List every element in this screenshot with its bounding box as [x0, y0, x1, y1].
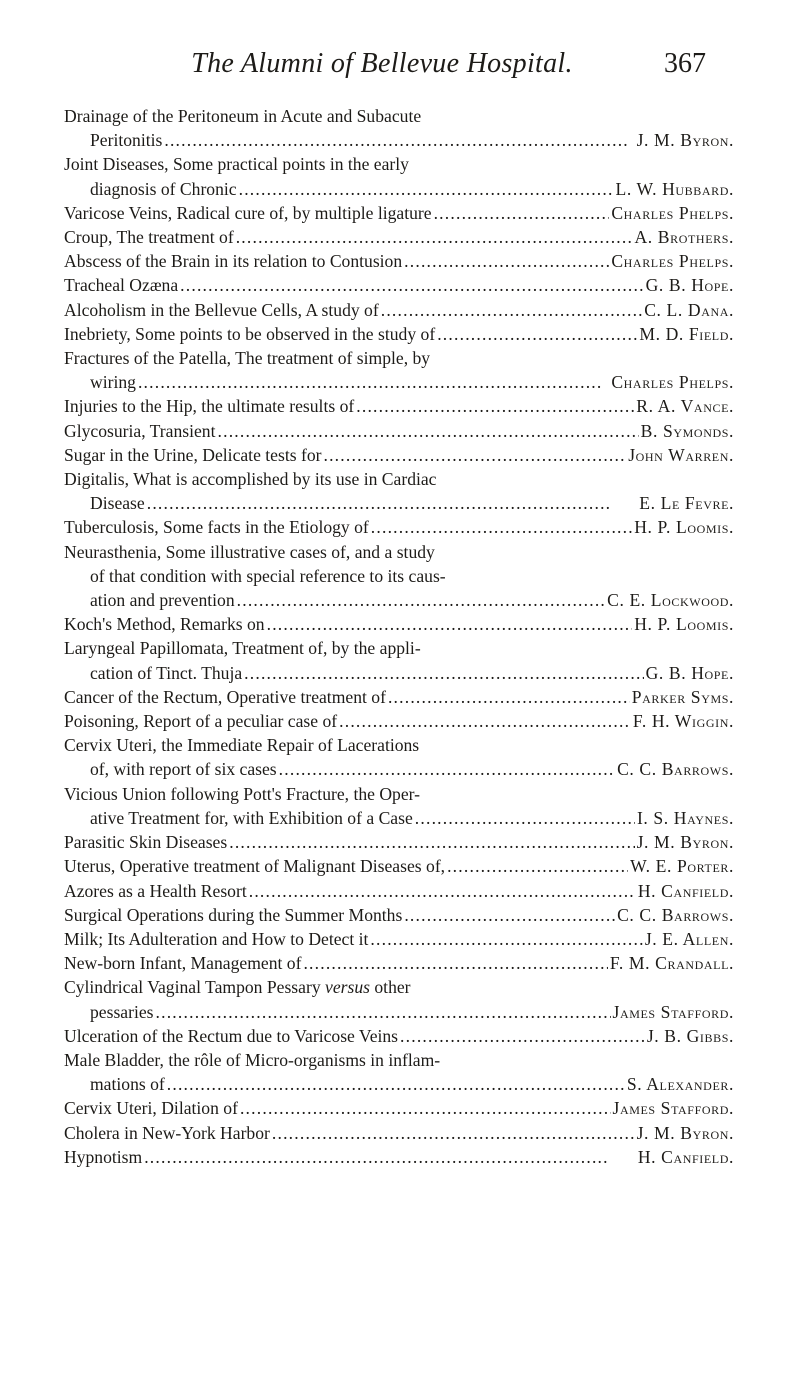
- entry-title-text: Cervix Uteri, the Immediate Repair of Lacerations: [64, 735, 420, 756]
- entry-line: [64, 152, 734, 176]
- entry-last-line: [64, 661, 734, 685]
- entry-author: L. W. Hubbard.: [615, 178, 734, 199]
- entry-last-line: [64, 128, 734, 152]
- index-entry: [64, 104, 734, 152]
- dot-leader: [339, 709, 631, 733]
- dot-leader: [400, 1024, 645, 1048]
- entry-last-line: [64, 201, 734, 225]
- index-entry: [64, 636, 734, 684]
- entry-last-line: [64, 612, 734, 636]
- entry-title-text: Croup, The treatment of: [64, 227, 234, 248]
- dot-leader: [381, 298, 643, 322]
- entry-author: F. M. Crandall.: [609, 953, 734, 974]
- dot-leader: [356, 394, 634, 418]
- entry-title-text: Ulceration of the Rectum due to Varicose Veins: [64, 1025, 399, 1046]
- entry-title-text: cation of Tinct. Thuja: [90, 662, 243, 683]
- entry-author: A. Brothers.: [634, 227, 734, 248]
- entry-line: [64, 733, 734, 757]
- dot-leader: [267, 612, 633, 636]
- entry-last-line: [64, 685, 734, 709]
- entry-last-line: [64, 1121, 734, 1145]
- index-entry: [64, 298, 734, 322]
- index-entry: [64, 782, 734, 830]
- entry-title-text: Hypnotism: [64, 1146, 143, 1167]
- dot-leader: [218, 419, 639, 443]
- entry-author: G. B. Hope.: [645, 662, 734, 683]
- entry-author: Parker Syms.: [631, 686, 734, 707]
- entry-title-text: Vicious Union following Pott's Fracture, the Oper-: [64, 783, 421, 804]
- entry-title-text: of, with report of six cases: [90, 759, 277, 780]
- entry-last-line: [64, 588, 734, 612]
- entry-last-line: [64, 927, 734, 951]
- entry-title-text: Disease: [90, 493, 145, 514]
- entry-author: B. Symonds.: [640, 420, 734, 441]
- dot-leader: [303, 951, 607, 975]
- entry-title-text: mations of: [90, 1074, 165, 1095]
- entry-title-text: Glycosuria, Transient: [64, 420, 216, 441]
- entry-last-line: [64, 225, 734, 249]
- entry-author: R. A. Vance.: [636, 396, 734, 417]
- entry-last-line: [64, 757, 734, 781]
- entry-author: Charles Phelps.: [611, 202, 734, 223]
- entry-title-text: of that condition with special reference to its caus-: [90, 565, 446, 586]
- index-entry: [64, 1096, 734, 1120]
- dot-leader: [404, 249, 609, 273]
- entry-author: M. D. Field.: [639, 323, 734, 344]
- entry-line: [64, 782, 734, 806]
- entry-author: J. E. Allen.: [644, 928, 734, 949]
- entry-last-line: [64, 249, 734, 273]
- index-entry: [64, 612, 734, 636]
- index-entry: [64, 975, 734, 1023]
- running-header: [96, 44, 706, 84]
- dot-leader: [138, 370, 609, 394]
- entry-title-text: Poisoning, Report of a peculiar case of: [64, 711, 338, 732]
- entry-last-line: [64, 394, 734, 418]
- dot-leader: [447, 854, 628, 878]
- entry-author: C. L. Dana.: [644, 299, 734, 320]
- entry-last-line: [64, 1000, 734, 1024]
- dot-leader: [404, 903, 615, 927]
- entry-title-text: Laryngeal Papillomata, Treatment of, by the appli-: [64, 638, 421, 659]
- entry-last-line: [64, 1145, 734, 1169]
- entry-author: E. Le Fevre.: [639, 493, 734, 514]
- entry-last-line: [64, 177, 734, 201]
- entry-title-text: Abscess of the Brain in its relation to Contusion: [64, 251, 403, 272]
- entry-title-text: Azores as a Health Resort: [64, 880, 247, 901]
- entry-last-line: [64, 709, 734, 733]
- entry-last-line: [64, 1096, 734, 1120]
- entry-title-text: Koch's Method, Remarks on: [64, 614, 265, 635]
- entry-author: James Stafford.: [612, 1098, 734, 1119]
- entry-author: S. Alexander.: [626, 1074, 734, 1095]
- entry-author: H. Canfield.: [637, 1146, 734, 1167]
- entry-title-text: diagnosis of Chronic: [90, 178, 237, 199]
- entry-last-line: [64, 879, 734, 903]
- dot-leader: [236, 225, 633, 249]
- entry-title-text: pessaries: [90, 1001, 154, 1022]
- entry-title-text: Surgical Operations during the Summer Months: [64, 904, 403, 925]
- index-entry: [64, 1024, 734, 1048]
- entry-author: G. B. Hope.: [645, 275, 734, 296]
- entry-author: C. C. Barrows.: [617, 904, 734, 925]
- entry-last-line: [64, 515, 734, 539]
- index-entry: [64, 709, 734, 733]
- dot-leader: [239, 177, 614, 201]
- dot-leader: [370, 927, 642, 951]
- entry-title-text: Drainage of the Peritoneum in Acute and Subacute: [64, 106, 422, 126]
- dot-leader: [434, 201, 610, 225]
- entry-author: H. Canfield.: [637, 880, 734, 901]
- entry-title-text: Milk; Its Adulteration and How to Detect it: [64, 928, 369, 949]
- entry-author: W. E. Porter.: [630, 856, 734, 877]
- dot-leader: [415, 806, 635, 830]
- entry-last-line: [64, 298, 734, 322]
- index-entry: [64, 854, 734, 878]
- entry-last-line: [64, 273, 734, 297]
- entry-author: F. H. Wiggin.: [632, 711, 734, 732]
- index-entry: [64, 152, 734, 200]
- entry-title-text: Tracheal Ozæna: [64, 275, 179, 296]
- entry-title-text: Sugar in the Urine, Delicate tests for: [64, 444, 322, 465]
- entry-line: [64, 346, 734, 370]
- dot-leader: [244, 661, 643, 685]
- dot-leader: [147, 491, 638, 515]
- entry-line: [64, 1048, 734, 1072]
- entry-author: John Warren.: [628, 444, 734, 465]
- entry-title-text: Cylindrical Vaginal Tampon Pessary versus other: [64, 977, 411, 998]
- entry-title-text: Cancer of the Rectum, Operative treatment of: [64, 686, 386, 707]
- entry-author: James Stafford.: [612, 1001, 734, 1022]
- index-entry: [64, 733, 734, 781]
- index-entry: [64, 322, 734, 346]
- entry-author: J. M. Byron.: [636, 1122, 734, 1143]
- entry-title-text: Joint Diseases, Some practical points in the early: [64, 154, 409, 175]
- index-entry: [64, 1048, 734, 1096]
- index-entry: [64, 927, 734, 951]
- dot-leader: [371, 515, 632, 539]
- index-entry: [64, 201, 734, 225]
- dot-leader: [388, 685, 630, 709]
- entry-author: J. M. Byron.: [636, 832, 734, 853]
- entry-last-line: [64, 443, 734, 467]
- entry-title-text: ative Treatment for, with Exhibition of a Case: [90, 807, 413, 828]
- entry-author: H. P. Loomis.: [634, 614, 734, 635]
- entry-last-line: [64, 1024, 734, 1048]
- dot-leader: [437, 322, 637, 346]
- dot-leader: [180, 273, 643, 297]
- entry-last-line: [64, 1072, 734, 1096]
- dot-leader: [164, 128, 634, 152]
- entry-last-line: [64, 854, 734, 878]
- entry-author: H. P. Loomis.: [634, 517, 734, 538]
- entry-title-text: Male Bladder, the rôle of Micro-organisms in inflam-: [64, 1049, 441, 1070]
- entry-line: [64, 467, 734, 491]
- index-entry: [64, 1145, 734, 1169]
- entry-line: [64, 564, 734, 588]
- entry-author: C. E. Lockwood.: [607, 590, 734, 611]
- index-entry: [64, 225, 734, 249]
- index-entry: [64, 685, 734, 709]
- entry-title-text: Fractures of the Patella, The treatment of simple, by: [64, 348, 431, 369]
- entry-title-text: Cholera in New-York Harbor: [64, 1122, 270, 1143]
- entry-author: J. B. Gibbs.: [646, 1025, 734, 1046]
- dot-leader: [323, 443, 626, 467]
- entry-title-text: Digitalis, What is accomplished by its use in Cardiac: [64, 469, 437, 490]
- dot-leader: [229, 830, 634, 854]
- page-number: 367: [664, 48, 706, 79]
- entry-title-text: Varicose Veins, Radical cure of, by multiple ligature: [64, 202, 432, 223]
- entry-author: Charles Phelps.: [611, 251, 734, 272]
- dot-leader: [156, 1000, 611, 1024]
- entry-title-text: Injuries to the Hip, the ultimate results of: [64, 396, 355, 417]
- index-entry: [64, 394, 734, 418]
- entry-last-line: [64, 806, 734, 830]
- index-entries: [64, 104, 734, 1169]
- index-entry: [64, 273, 734, 297]
- running-title: The Alumni of Bellevue Hospital.: [191, 48, 573, 79]
- entry-author: C. C. Barrows.: [617, 759, 734, 780]
- index-entry: [64, 515, 734, 539]
- index-entry: [64, 903, 734, 927]
- index-entry: [64, 951, 734, 975]
- entry-title-text: Inebriety, Some points to be observed in the study of: [64, 323, 436, 344]
- entry-title-text: Tuberculosis, Some facts in the Etiology of: [64, 517, 369, 538]
- entry-line: [64, 975, 734, 999]
- entry-line: [64, 104, 734, 128]
- entry-last-line: [64, 322, 734, 346]
- entry-title-text: Cervix Uteri, Dilation of: [64, 1098, 238, 1119]
- entry-last-line: [64, 491, 734, 515]
- entry-last-line: [64, 951, 734, 975]
- dot-leader: [237, 588, 605, 612]
- index-entry: [64, 830, 734, 854]
- dot-leader: [167, 1072, 625, 1096]
- entry-last-line: [64, 370, 734, 394]
- entry-title-text: Alcoholism in the Bellevue Cells, A study of: [64, 299, 379, 320]
- entry-last-line: [64, 419, 734, 443]
- index-entry: [64, 419, 734, 443]
- index-entry: [64, 346, 734, 394]
- entry-line: [64, 540, 734, 564]
- dot-leader: [249, 879, 636, 903]
- entry-title-text: Parasitic Skin Diseases: [64, 832, 228, 853]
- dot-leader: [240, 1096, 611, 1120]
- index-entry: [64, 879, 734, 903]
- entry-title-text: Neurasthenia, Some illustrative cases of, and a study: [64, 541, 435, 562]
- entry-last-line: [64, 830, 734, 854]
- dot-leader: [272, 1121, 635, 1145]
- entry-title-text: wiring: [90, 372, 136, 393]
- entry-title-text: New-born Infant, Management of: [64, 953, 302, 974]
- dot-leader: [279, 757, 615, 781]
- entry-title-text: Uterus, Operative treatment of Malignant Diseases of,: [64, 856, 446, 877]
- entry-title-text: ation and prevention: [90, 590, 235, 611]
- entry-author: Charles Phelps.: [611, 372, 734, 393]
- entry-author: I. S. Haynes.: [636, 807, 734, 828]
- index-entry: [64, 1121, 734, 1145]
- index-entry: [64, 249, 734, 273]
- index-entry: [64, 443, 734, 467]
- entry-author: J. M. Byron.: [636, 130, 734, 151]
- index-entry: [64, 540, 734, 613]
- index-entry: [64, 467, 734, 515]
- dot-leader: [144, 1145, 636, 1169]
- entry-line: [64, 636, 734, 660]
- entry-title-text: Peritonitis: [90, 130, 163, 151]
- entry-last-line: [64, 903, 734, 927]
